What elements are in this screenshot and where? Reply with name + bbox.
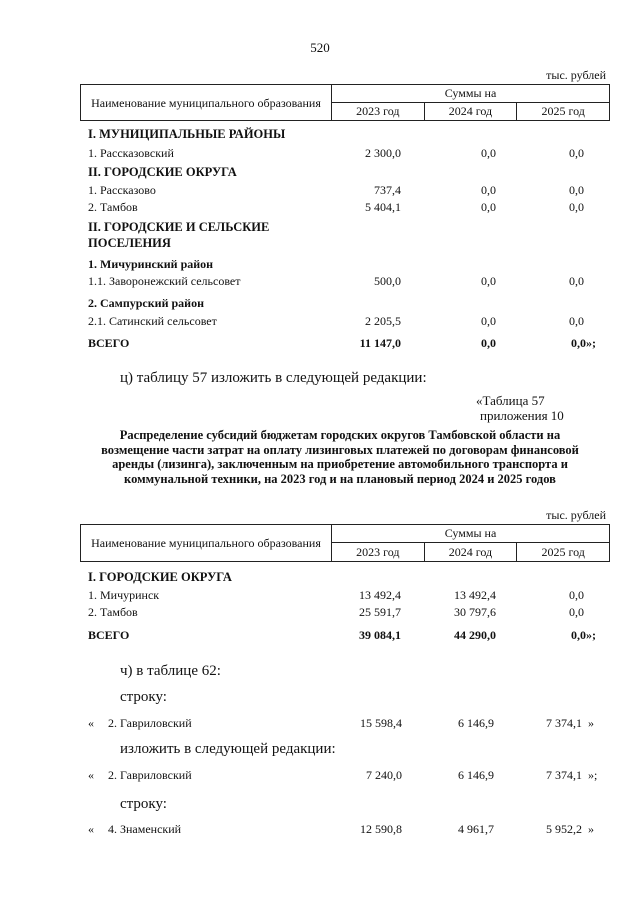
row-name: 1. Мичуринск	[88, 588, 160, 602]
page-number: 520	[310, 40, 330, 55]
row-value-2024: 4 961,7	[458, 822, 494, 836]
row-value-2025: 0,0	[569, 314, 584, 328]
table-row	[88, 314, 608, 332]
row-value-2025: 5 952,2	[546, 822, 582, 836]
table1-section-settlements-line2: ПОСЕЛЕНИЯ	[88, 236, 171, 250]
table2-header-year-2023: 2023 год	[332, 543, 425, 562]
table2-header-year-2025: 2025 год	[517, 543, 610, 562]
row-name: 2. Гавриловский	[108, 716, 192, 730]
row-value-2025: 0,0	[569, 146, 584, 160]
table1-subsection-sampursky: 2. Сампурский район	[88, 296, 204, 310]
paragraph-ch: ч) в таблице 62:	[120, 663, 221, 679]
row-value-2024: 0,0	[481, 314, 496, 328]
row-value-2025: 0,0	[569, 200, 584, 214]
total-value-2025: 0,0»;	[571, 628, 596, 642]
close-quote: »	[588, 822, 594, 836]
paragraph-ts: ц) таблицу 57 изложить в следующей редакции:	[120, 370, 427, 386]
row-value-2025: 7 374,1	[546, 716, 582, 730]
table2-header	[80, 524, 610, 562]
row-name: 1. Рассказовский	[88, 146, 174, 160]
table1-header-sums: Суммы на	[332, 85, 610, 103]
table2-title: Распределение субсидий бюджетам городских округов Тамбовской области на возмещение части затрат на оплату лизинговых платежей по договорам финансовой аренды (лизинга), заключенным на приобретение автомобильного транспорта и коммунальной техники, на 2023 год и на плановый период 2024 и 2025 годов	[101, 428, 579, 486]
table-row	[88, 274, 608, 292]
row-value-2023: 12 590,8	[360, 822, 402, 836]
row-value-2024: 13 492,4	[454, 588, 496, 602]
table1-section-settlements-line1: II. ГОРОДСКИЕ И СЕЛЬСКИЕ	[88, 220, 270, 234]
close-quote: »	[588, 716, 594, 730]
quoted-row	[88, 822, 618, 840]
units-label: тыс. рублей	[546, 508, 606, 522]
quoted-row	[88, 716, 618, 734]
units-label: тыс. рублей	[546, 68, 606, 82]
table-row	[88, 588, 608, 606]
paragraph-row-label-2: строку:	[120, 796, 167, 812]
quoted-row	[88, 768, 618, 786]
paragraph-row-label-1: строку:	[120, 689, 167, 705]
row-name: 4. Знаменский	[108, 822, 182, 836]
table-note-line2: приложения 10	[480, 408, 564, 423]
row-value-2023: 15 598,4	[360, 716, 402, 730]
row-value-2024: 30 797,6	[454, 605, 496, 619]
table2-total-row	[88, 628, 608, 646]
row-value-2024: 6 146,9	[458, 716, 494, 730]
total-value-2024: 44 290,0	[454, 628, 496, 642]
close-quote: »;	[588, 768, 598, 782]
row-value-2025: 0,0	[569, 605, 584, 619]
open-quote: «	[88, 822, 94, 836]
row-name: 1.1. Заворонежский сельсовет	[88, 274, 241, 288]
table1-section-districts: I. МУНИЦИПАЛЬНЫЕ РАЙОНЫ	[88, 127, 286, 141]
table2-header-name: Наименование муниципального образования	[81, 525, 332, 562]
table1-total-row	[88, 336, 608, 354]
table2-section-urban: I. ГОРОДСКИЕ ОКРУГА	[88, 570, 232, 584]
table1-header-name: Наименование муниципального образования	[81, 85, 332, 121]
row-value-2023: 2 300,0	[365, 146, 401, 160]
open-quote: «	[88, 716, 94, 730]
table1-header-year-2025: 2025 год	[517, 103, 610, 121]
total-value-2025: 0,0»;	[571, 336, 596, 350]
row-name: 1. Рассказово	[88, 183, 156, 197]
row-value-2023: 2 205,5	[365, 314, 401, 328]
total-label: ВСЕГО	[88, 336, 130, 350]
row-value-2025: 0,0	[569, 588, 584, 602]
total-value-2023: 39 084,1	[359, 628, 401, 642]
table-row	[88, 200, 608, 218]
open-quote: «	[88, 768, 94, 782]
row-value-2023: 5 404,1	[365, 200, 401, 214]
table1-header	[80, 84, 610, 121]
row-value-2025: 0,0	[569, 274, 584, 288]
table1-header-year-2023: 2023 год	[332, 103, 425, 121]
row-value-2024: 0,0	[481, 146, 496, 160]
total-value-2024: 0,0	[481, 336, 496, 350]
row-name: 2. Тамбов	[88, 605, 138, 619]
row-value-2025: 7 374,1	[546, 768, 582, 782]
table1-subsection-michurinsky: 1. Мичуринский район	[88, 257, 214, 271]
table-row	[88, 183, 608, 201]
row-value-2023: 25 591,7	[359, 605, 401, 619]
row-value-2024: 6 146,9	[458, 768, 494, 782]
table-row	[88, 605, 608, 623]
row-name: 2.1. Сатинский сельсовет	[88, 314, 217, 328]
row-value-2023: 737,4	[374, 183, 401, 197]
table1-section-urban: II. ГОРОДСКИЕ ОКРУГА	[88, 165, 237, 179]
row-value-2025: 0,0	[569, 183, 584, 197]
table-row	[88, 146, 608, 164]
row-value-2023: 500,0	[374, 274, 401, 288]
row-name: 2. Тамбов	[88, 200, 138, 214]
table-note-line1: «Таблица 57	[476, 393, 545, 408]
table2-header-sums: Суммы на	[332, 525, 610, 543]
table2-header-year-2024: 2024 год	[424, 543, 517, 562]
paragraph-replace: изложить в следующей редакции:	[120, 741, 336, 757]
row-value-2024: 0,0	[481, 274, 496, 288]
row-value-2024: 0,0	[481, 183, 496, 197]
row-value-2024: 0,0	[481, 200, 496, 214]
row-name: 2. Гавриловский	[108, 768, 192, 782]
row-value-2023: 13 492,4	[359, 588, 401, 602]
total-value-2023: 11 147,0	[359, 336, 401, 350]
table1-header-year-2024: 2024 год	[424, 103, 517, 121]
row-value-2023: 7 240,0	[366, 768, 402, 782]
total-label: ВСЕГО	[88, 628, 130, 642]
